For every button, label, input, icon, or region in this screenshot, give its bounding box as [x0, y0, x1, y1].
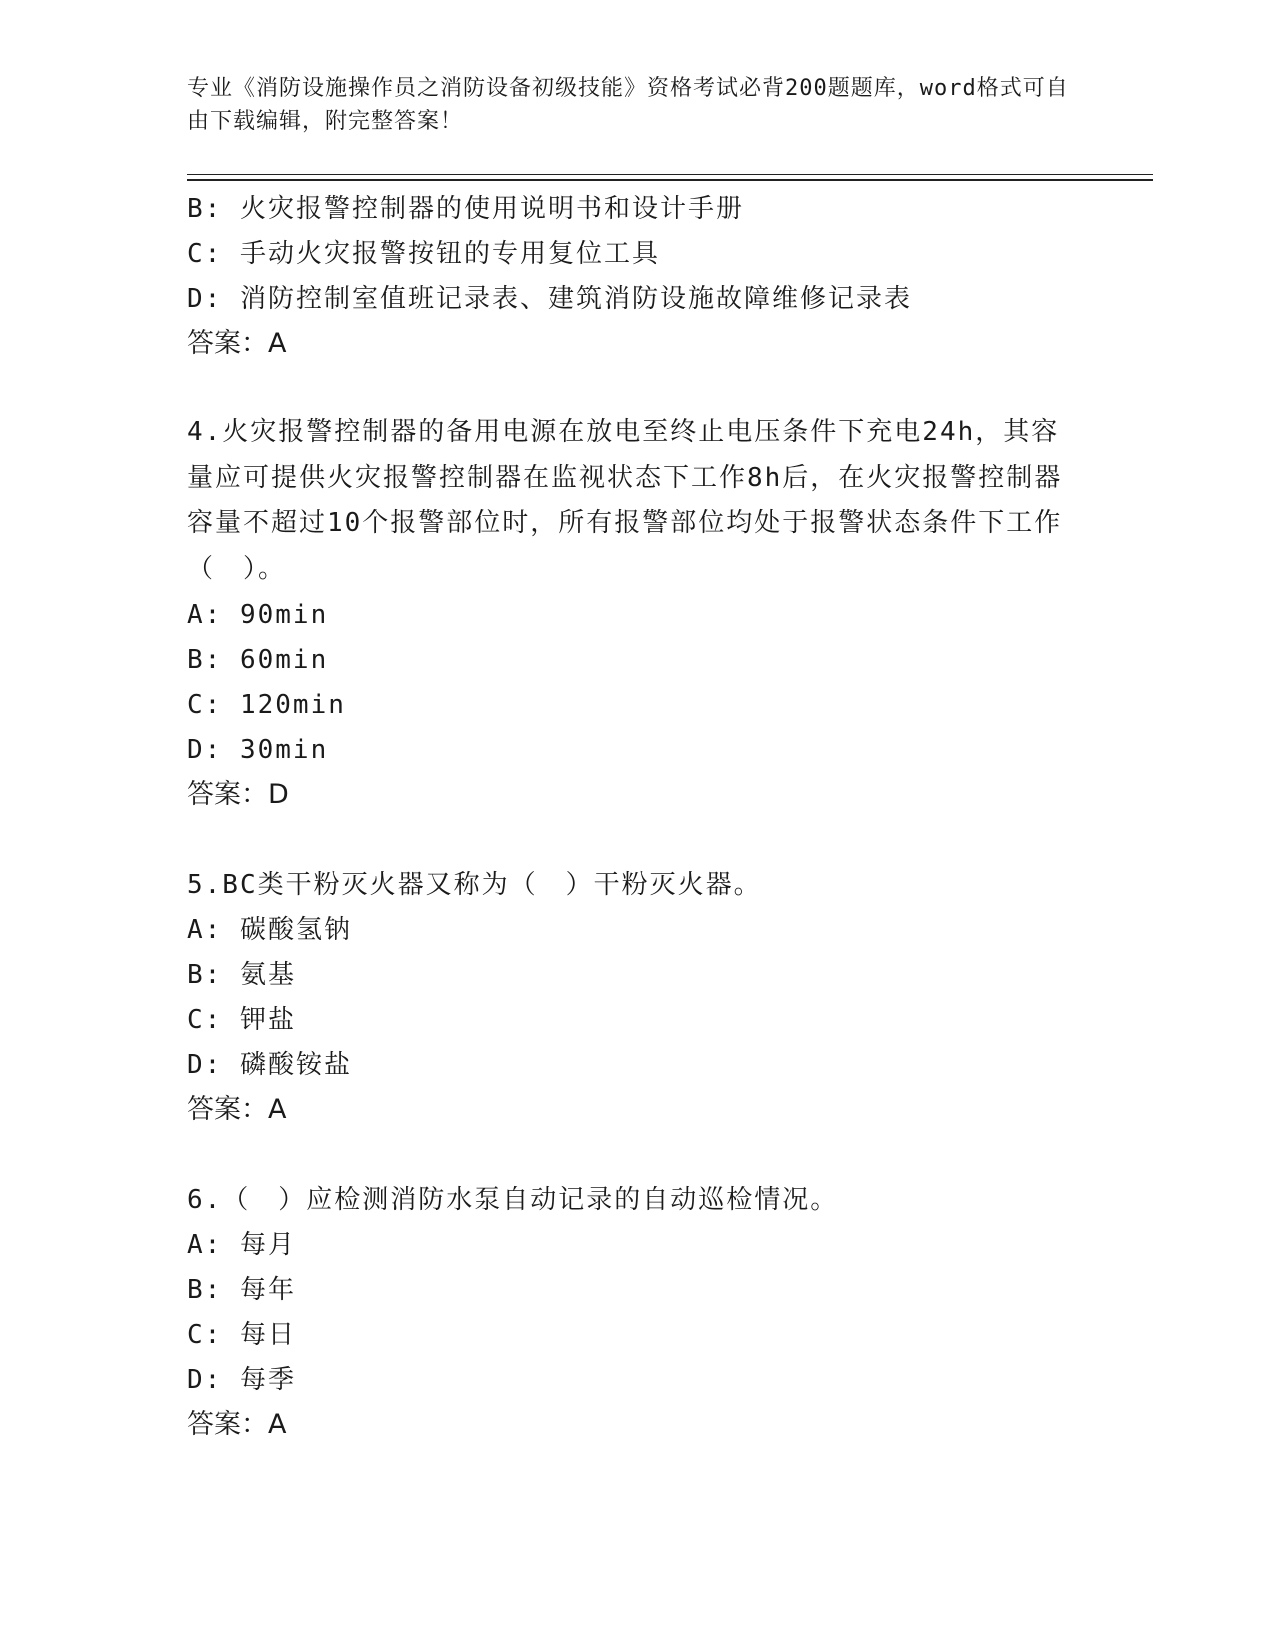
q4-option-a: A: 90min [187, 600, 329, 630]
header-rule-thick [187, 179, 1153, 181]
q6-option-b: B: 每年 [187, 1275, 296, 1305]
q5-stem: 5.BC类干粉灭火器又称为（ ）干粉灭火器。 [187, 870, 762, 900]
header-rule-thin [187, 174, 1153, 175]
document-header: 专业《消防设施操作员之消防设备初级技能》资格考试必背200题题库，word格式可自由下载编辑，附完整答案！ [187, 76, 1069, 134]
q4-option-d: D: 30min [187, 735, 329, 765]
q3-option-b: B: 火灾报警控制器的使用说明书和设计手册 [187, 194, 744, 224]
q3-option-d: D: 消防控制室值班记录表、建筑消防设施故障维修记录表 [187, 284, 912, 314]
q4-option-c: C: 120min [187, 690, 346, 720]
q6-option-d: D: 每季 [187, 1365, 296, 1395]
q4-stem: 4.火灾报警控制器的备用电源在放电至终止电压条件下充电24h，其容量应可提供火灾报警控制器在监视状态下工作8h后，在火灾报警控制器容量不超过10个报警部位时，所有报警部位均处于报警状态条件下工作（ ）。 [187, 417, 1063, 584]
q4-answer: 答案：D [187, 779, 289, 810]
q4-option-b: B: 60min [187, 645, 329, 675]
q5-answer: 答案：A [187, 1094, 287, 1125]
q6-option-a: A: 每月 [187, 1230, 296, 1260]
q5-option-a: A: 碳酸氢钠 [187, 915, 352, 945]
q3-answer: 答案：A [187, 328, 287, 359]
q6-stem: 6.（ ）应检测消防水泵自动记录的自动巡检情况。 [187, 1185, 839, 1215]
q5-option-c: C: 钾盐 [187, 1005, 296, 1035]
q6-option-c: C: 每日 [187, 1320, 296, 1350]
q3-option-c: C: 手动火灾报警按钮的专用复位工具 [187, 239, 660, 269]
q5-option-d: D: 磷酸铵盐 [187, 1050, 352, 1080]
q6-answer: 答案：A [187, 1409, 287, 1440]
q5-option-b: B: 氨基 [187, 960, 296, 990]
